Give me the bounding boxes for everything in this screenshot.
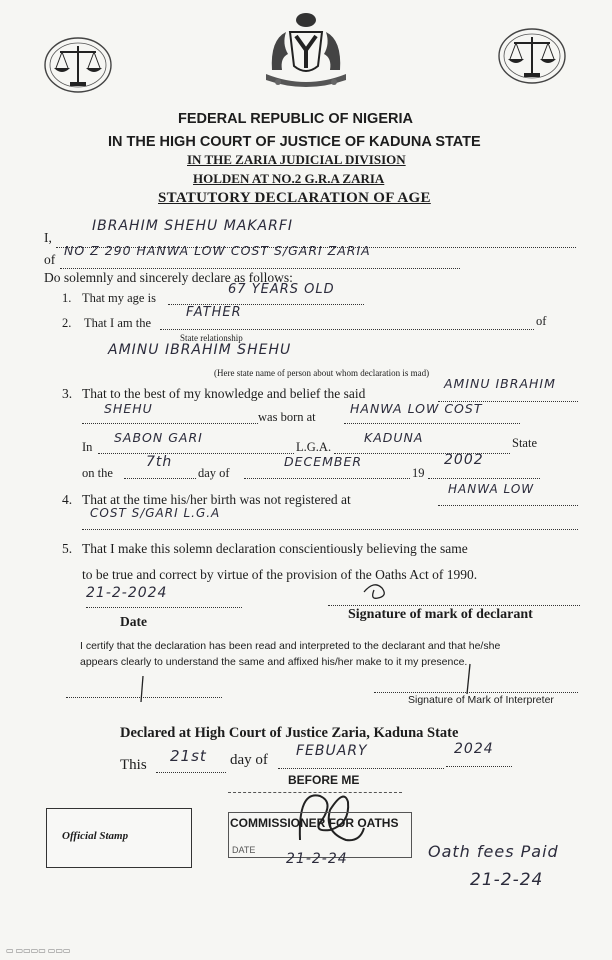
header-country: FEDERAL REPUBLIC OF NIGERIA	[178, 111, 413, 127]
stamp-date-label: DATE	[232, 845, 256, 855]
document-title: STATUTORY DECLARATION OF AGE	[158, 190, 431, 206]
age-label: That my age is	[82, 291, 156, 305]
lga-value: KADUNA	[364, 430, 424, 445]
age-value: 67 YEARS OLD	[228, 282, 335, 297]
footer-year-value: 2024	[454, 741, 494, 757]
certify-line-2: appears clearly to understand the same and affixed his/her make to it my presence.	[80, 656, 468, 668]
on-label: on the	[82, 466, 113, 480]
certify-line-1: I certify that the declaration has been read and interpreted to the declarant and that he/she	[80, 640, 501, 652]
declarant-name: IBRAHIM SHEHU MAKARFI	[92, 218, 294, 234]
knowledge-name-2: SHEHU	[104, 401, 153, 416]
knowledge-label: That to the best of my knowledge and belief the said	[82, 386, 366, 401]
born-label: was born at	[258, 410, 316, 424]
interpreter-signature-mark	[462, 662, 476, 696]
interpreter-signature-label: Signature of Mark of Interpreter	[408, 694, 554, 706]
stamp-date-value: 21-2-24	[286, 851, 348, 867]
registered-value-2: COST S/GARI L.G.A	[90, 506, 221, 520]
scan-watermark: ▭ ▭▭▭▭ ▭▭▭	[6, 946, 71, 955]
lga-label: L.G.A.	[296, 440, 332, 454]
declarant-signature	[360, 578, 400, 602]
item-5-number: 5.	[62, 541, 73, 556]
declared-at: Declared at High Court of Justice Zaria, Kaduna State	[120, 725, 459, 741]
scales-of-justice-icon	[42, 36, 114, 94]
item-1-number: 1.	[62, 291, 72, 305]
date-value: 21-2-2024	[86, 585, 168, 601]
year-prefix: 19	[412, 466, 425, 480]
day-of-label: day of	[198, 466, 230, 480]
certify-signature-mark	[136, 674, 150, 704]
in-label: In	[82, 440, 93, 454]
month-value: DECEMBER	[284, 454, 363, 469]
item-3-number: 3.	[62, 386, 73, 401]
commissioner-label: COMMISSIONER FOR OATHS	[230, 816, 399, 830]
scales-of-justice-icon	[496, 26, 568, 86]
header-holden: HOLDEN AT NO.2 G.R.A ZARIA	[193, 171, 385, 186]
i-label: I,	[44, 230, 52, 245]
solemn-intro: Do solemnly and sincerely declare as follows:	[44, 270, 293, 285]
relationship-of-label: of	[536, 314, 547, 328]
relationship-value: FATHER	[186, 305, 242, 320]
registered-label: That at the time his/her birth was not registered at	[82, 492, 351, 507]
of-label: of	[44, 252, 56, 267]
year-value: 2002	[444, 452, 484, 468]
item-4-number: 4.	[62, 492, 73, 507]
this-label: This	[120, 757, 147, 773]
header-court: IN THE HIGH COURT OF JUSTICE OF KADUNA STATE	[108, 134, 481, 150]
in-value: SABON GARI	[114, 430, 203, 445]
before-me-label: BEFORE ME	[288, 773, 360, 787]
registered-value-1: HANWA LOW	[448, 482, 535, 496]
state-label: State	[512, 436, 537, 450]
declarant-signature-label: Signature of mark of declarant	[348, 607, 533, 622]
date-label: Date	[120, 614, 147, 629]
item-2-number: 2.	[62, 316, 72, 330]
nigeria-coat-of-arms-icon	[260, 10, 352, 90]
footer-day-value: 21st	[170, 747, 207, 765]
subject-hint: (Here state name of person about whom declaration is mad)	[214, 368, 430, 378]
footer-month-value: FEBUARY	[296, 743, 368, 759]
official-stamp-label: Official Stamp	[62, 830, 129, 842]
born-place: HANWA LOW COST	[350, 401, 483, 416]
declarant-address: NO Z 290 HANWA LOW COST S/GARI ZARIA	[64, 243, 371, 258]
footer-day-of: day of	[230, 752, 268, 768]
relationship-hint: State relationship	[180, 333, 243, 343]
interpreter-signature-line	[374, 680, 578, 693]
fees-paid-note: Oath fees Paid	[428, 842, 559, 861]
fees-paid-date: 21-2-24	[470, 870, 544, 890]
knowledge-name-1: AMINU IBRAHIM	[444, 376, 556, 391]
solemn-line-1: That I make this solemn declaration conscientiously believing the same	[82, 541, 468, 556]
subject-name: AMINU IBRAHIM SHEHU	[108, 342, 292, 358]
header-division: IN THE ZARIA JUDICIAL DIVISION	[187, 152, 406, 167]
relationship-label: That I am the	[84, 316, 151, 330]
day-value: 7th	[146, 454, 173, 470]
solemn-line-2: to be true and correct by virtue of the provision of the Oaths Act of 1990.	[82, 567, 478, 582]
